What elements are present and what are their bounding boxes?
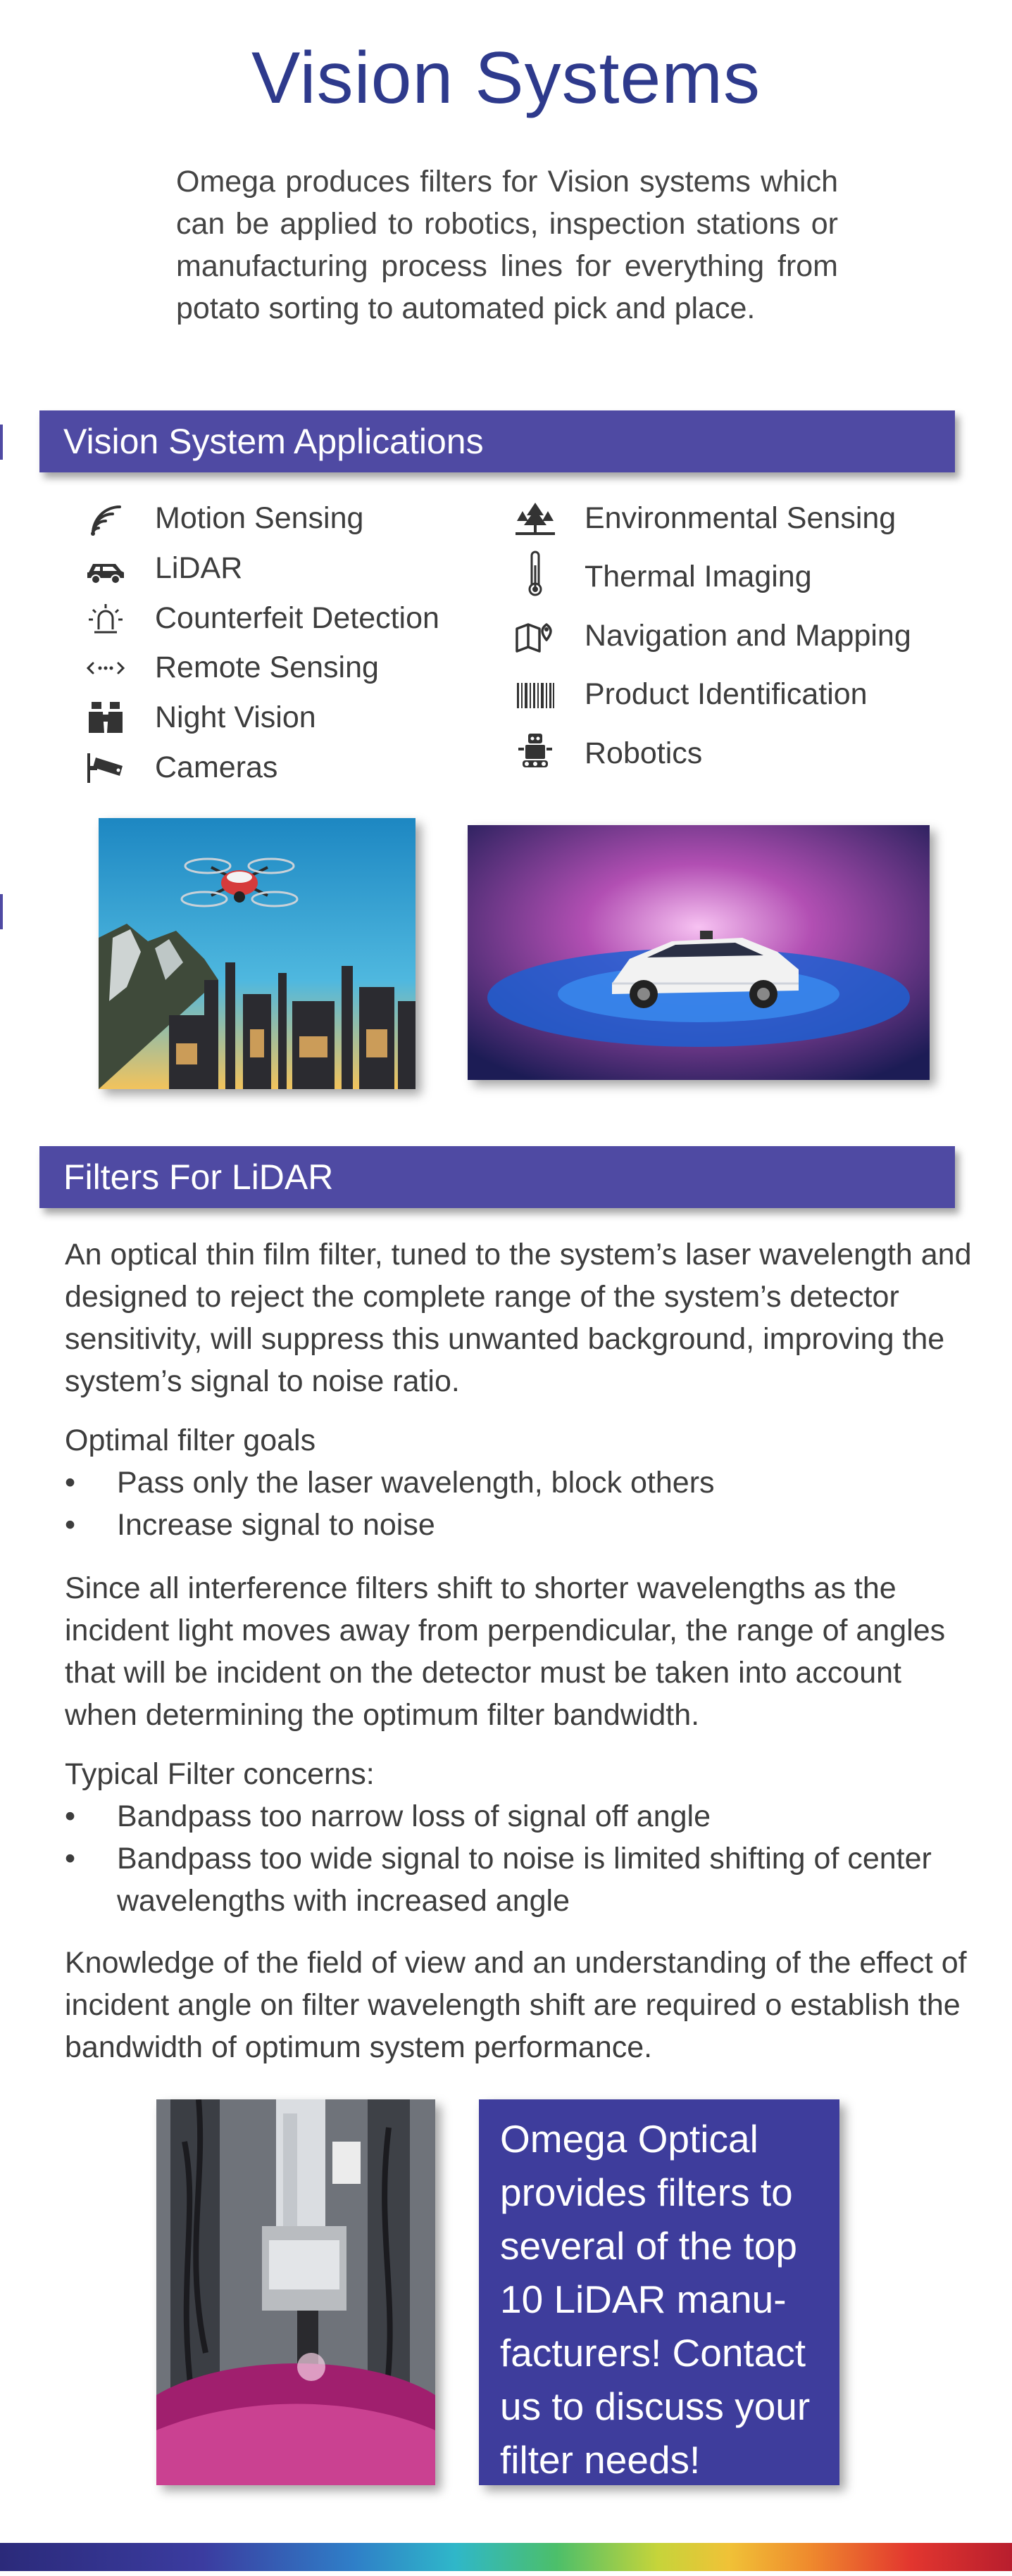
remote-arrows-icon: [86, 651, 125, 686]
application-label: Remote Sensing: [155, 651, 379, 684]
applications-heading: Vision System Applications: [39, 410, 955, 472]
applications-left-column: [86, 497, 480, 793]
optics-equipment-photo: [156, 2099, 435, 2485]
drone-photo: [99, 818, 416, 1089]
margin-tick: [0, 894, 3, 929]
robot-icon: [516, 736, 555, 772]
security-camera-icon: [86, 750, 125, 786]
motion-sensing-icon: [86, 501, 125, 536]
lidar-paragraph-3: Knowledge of the field of view and an understanding of the effect of incident angle on filter wavelength shift are required o establish the bandwidth of optimum system performance.: [65, 1946, 967, 2064]
application-label: Thermal Imaging: [585, 560, 812, 593]
bullet-text: Pass only the laser wavelength, block others: [117, 1466, 715, 1500]
rainbow-bar: [0, 2543, 1012, 2571]
callout-box: Omega Optical provides filters to several of the top 10 LiDAR manu-facturers! Contact us to discuss your filter needs!: [479, 2099, 839, 2485]
application-label: Product Identification: [585, 677, 868, 711]
lidar-car-photo: [468, 825, 930, 1080]
lidar-paragraph-1: An optical thin film filter, tuned to the system’s laser wavelength and designed to reject the complete range of the system’s detector sensitivity, will suppress this unwanted background, improving the system’s signal to noise ratio.: [65, 1238, 972, 1398]
application-label: Robotics: [585, 736, 703, 770]
bullet-text: Bandpass too wide signal to noise is limited shifting of center wavelengths with increased angle: [117, 1842, 932, 1918]
concerns-heading: Typical Filter concerns:: [65, 1757, 375, 1791]
lidar-paragraph-2: Since all interference filters shift to shorter wavelengths as the incident light moves away from perpendicular, the range of angles that will be incident on the detector must be taken into account when determining the optimum filter bandwidth.: [65, 1571, 946, 1732]
bullet-dot: •: [65, 1799, 76, 1833]
application-label: Navigation and Mapping: [585, 619, 911, 653]
bullet-dot: •: [65, 1466, 76, 1500]
car-icon: [86, 551, 125, 586]
trees-icon: [516, 501, 555, 536]
bullet-text: Increase signal to noise: [117, 1508, 435, 1542]
bullet-text: Bandpass too narrow loss of signal off angle: [117, 1799, 711, 1833]
bullet-dot: •: [65, 1508, 76, 1542]
barcode-icon: [516, 677, 555, 712]
application-label: Motion Sensing: [155, 501, 364, 535]
lidar-heading: Filters For LiDAR: [39, 1146, 955, 1208]
margin-tick: [0, 425, 3, 460]
application-label: Environmental Sensing: [585, 501, 897, 535]
alarm-light-icon: [86, 601, 125, 636]
goals-heading: Optimal filter goals: [65, 1424, 316, 1457]
bullet-dot: •: [65, 1842, 76, 1876]
application-label: LiDAR: [155, 551, 243, 585]
application-label: Night Vision: [155, 700, 316, 734]
thermometer-icon: [516, 560, 555, 595]
application-label: Cameras: [155, 750, 278, 784]
map-pin-icon: [516, 619, 555, 654]
applications-right-column: [516, 497, 966, 793]
binoculars-icon: [86, 700, 125, 736]
page-title: Vision Systems: [251, 37, 761, 119]
intro-paragraph: Omega produces filters for Vision systems which can be applied to robotics, inspection stations or manufacturing process lines for everything from potato sorting to automated pick and place.: [176, 165, 838, 325]
application-label: Counterfeit Detection: [155, 601, 439, 635]
